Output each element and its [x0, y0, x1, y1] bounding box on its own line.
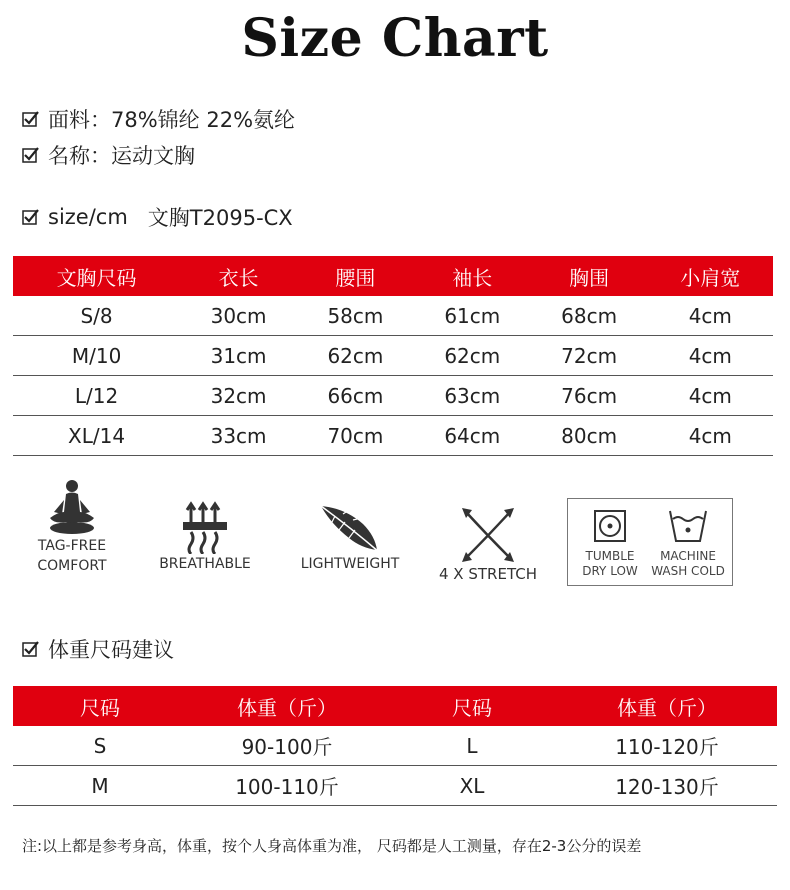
table-cell: L/12 — [13, 376, 180, 416]
size-table — [13, 256, 773, 456]
table-cell: 64cm — [414, 416, 531, 456]
checkbox-icon — [22, 146, 40, 164]
model-text: 文胸T2095-CX — [147, 206, 293, 230]
table-cell: 63cm — [414, 376, 531, 416]
table-cell: 4cm — [648, 416, 773, 456]
care-instructions-box — [567, 498, 733, 586]
weight-table-header — [13, 686, 777, 726]
table-cell: XL/14 — [13, 416, 180, 456]
header-cell: 袖长 — [414, 256, 531, 296]
stretch-arrows-icon — [430, 506, 546, 564]
care-tumble — [572, 509, 648, 579]
size-table-header — [13, 256, 773, 296]
feather-icon — [290, 502, 410, 554]
name-text: 名称：运动文胸 — [48, 144, 195, 168]
table-cell: 66cm — [297, 376, 414, 416]
care-label: MACHINE — [660, 549, 716, 563]
table-row — [13, 416, 773, 456]
table-cell: 90-100斤 — [187, 726, 387, 766]
table-cell: 76cm — [531, 376, 648, 416]
weight-heading-line — [22, 634, 174, 664]
table-cell: L — [387, 726, 557, 766]
header-cell: 小肩宽 — [648, 256, 773, 296]
table-cell: 120-130斤 — [557, 766, 777, 806]
table-cell: 70cm — [297, 416, 414, 456]
table-cell: 33cm — [180, 416, 297, 456]
feature-label: BREATHABLE — [159, 556, 251, 572]
header-cell: 文胸尺码 — [13, 256, 180, 296]
checkbox-icon — [22, 640, 40, 658]
feature-lightweight — [290, 502, 410, 574]
header-cell: 体重（斤） — [187, 686, 387, 726]
feature-label: TAG-FREE — [37, 538, 107, 554]
table-cell: S — [13, 726, 187, 766]
header-cell: 腰围 — [297, 256, 414, 296]
care-label: DRY LOW — [582, 564, 638, 578]
feature-tag-free — [22, 478, 122, 576]
table-cell: 58cm — [297, 296, 414, 336]
table-cell: 110-120斤 — [557, 726, 777, 766]
table-cell: 30cm — [180, 296, 297, 336]
size-unit-text: size/cm — [48, 205, 128, 229]
header-cell: 衣长 — [180, 256, 297, 296]
table-cell: S/8 — [13, 296, 180, 336]
feature-label: LIGHTWEIGHT — [300, 556, 400, 572]
table-cell: 61cm — [414, 296, 531, 336]
table-row — [13, 376, 773, 416]
table-cell: 4cm — [648, 296, 773, 336]
table-row — [13, 296, 773, 336]
table-cell: 62cm — [414, 336, 531, 376]
name-line — [22, 140, 195, 170]
table-cell: 4cm — [648, 336, 773, 376]
table-cell: 100-110斤 — [187, 766, 387, 806]
feature-label: 4 X STRETCH — [439, 565, 537, 583]
checkbox-icon — [22, 208, 40, 226]
table-cell: 72cm — [531, 336, 648, 376]
table-cell: 31cm — [180, 336, 297, 376]
machine-wash-icon — [650, 509, 726, 543]
table-row — [13, 766, 777, 806]
header-cell: 尺码 — [13, 686, 187, 726]
table-cell: 32cm — [180, 376, 297, 416]
header-cell: 体重（斤） — [557, 686, 777, 726]
fabric-text: 面料：78%锦纶 22%氨纶 — [48, 108, 296, 132]
table-cell: 62cm — [297, 336, 414, 376]
size-unit-line — [22, 202, 293, 232]
table-row — [13, 336, 773, 376]
footnote: 注:以上都是参考身高，体重，按个人身高体重为准， 尺码都是人工测量，存在2-3公分的误差 — [22, 837, 642, 855]
table-row — [13, 726, 777, 766]
fabric-line — [22, 104, 295, 134]
page-title: Size Chart — [241, 8, 549, 69]
table-cell: XL — [387, 766, 557, 806]
table-cell: 80cm — [531, 416, 648, 456]
weight-heading: 体重尺码建议 — [48, 638, 174, 662]
breathable-icon — [150, 500, 260, 554]
feature-breathable — [150, 500, 260, 574]
table-cell: M/10 — [13, 336, 180, 376]
table-cell: M — [13, 766, 187, 806]
weight-table — [13, 686, 777, 806]
tumble-dry-icon — [572, 509, 648, 543]
table-cell: 68cm — [531, 296, 648, 336]
care-machine — [650, 509, 726, 579]
header-cell: 尺码 — [387, 686, 557, 726]
feature-stretch — [430, 506, 546, 584]
meditation-icon — [22, 478, 122, 536]
feature-icons-row — [0, 478, 790, 598]
care-label: WASH COLD — [651, 564, 725, 578]
table-cell: 4cm — [648, 376, 773, 416]
care-label: TUMBLE — [585, 549, 635, 563]
header-cell: 胸围 — [531, 256, 648, 296]
checkbox-icon — [22, 110, 40, 128]
feature-label: COMFORT — [37, 558, 107, 574]
